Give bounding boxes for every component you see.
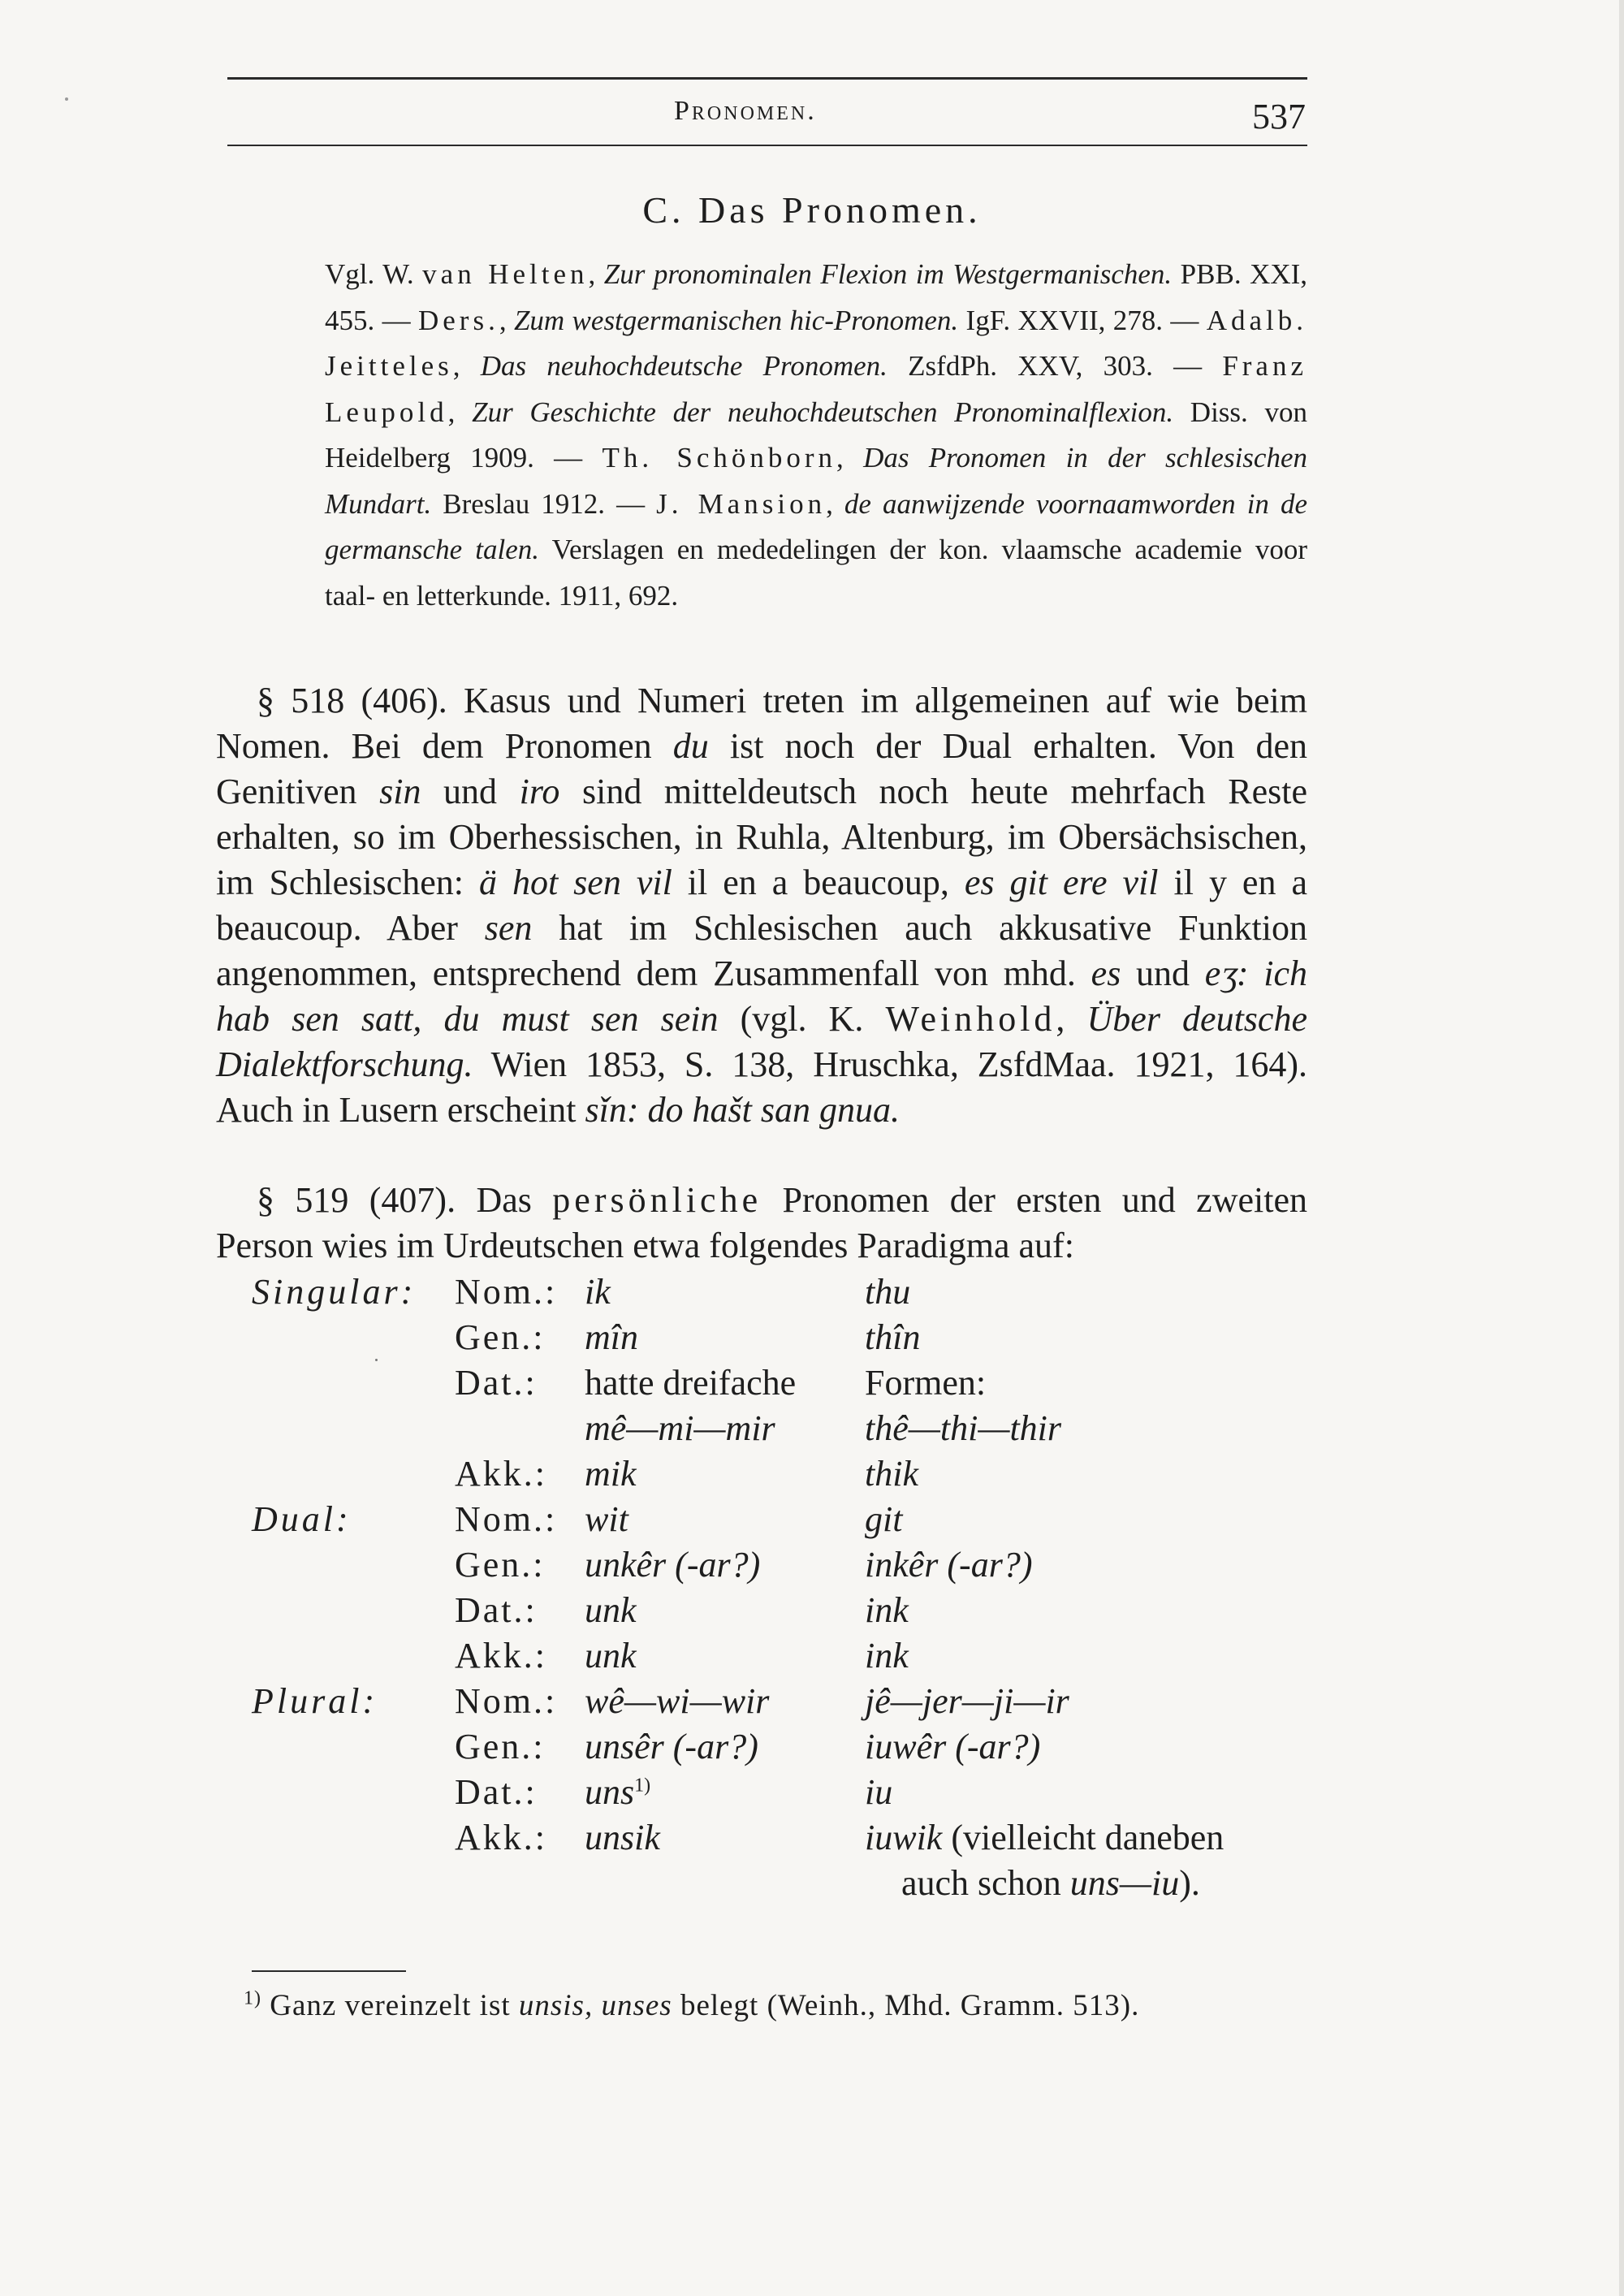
case-label: Akk.: — [455, 1817, 547, 1857]
bib-text: Vgl. W. — [325, 258, 423, 290]
bib-text: , — [826, 487, 844, 520]
para-text: § 519 (407). Das — [257, 1180, 553, 1220]
second-person-form — [865, 1632, 1224, 1678]
case-label: Nom.: — [455, 1498, 558, 1539]
second-person-form — [865, 1860, 1224, 1905]
bib-author: Ders. — [417, 304, 499, 336]
paradigm-row — [252, 1723, 1224, 1769]
para-author: Hruschka — [813, 1044, 950, 1084]
number-label — [252, 1860, 455, 1905]
form-note-end: ). — [1179, 1862, 1200, 1903]
para-italic: sen — [484, 908, 533, 948]
paradigm-row — [252, 1360, 1224, 1405]
para-text: il en a beaucoup, — [672, 863, 965, 902]
bibliography-paragraph — [325, 252, 1307, 619]
first-person-form — [585, 1632, 865, 1678]
second-form-text: inkêr (-ar?) — [865, 1544, 1033, 1585]
header-rule-bottom — [227, 145, 1307, 146]
para-spaced: persönliche — [552, 1180, 762, 1220]
bib-author: J. Mansion — [656, 487, 827, 520]
first-person-form — [585, 1314, 865, 1360]
bib-title: de aanwijzende voornaamworden in de germansche talen. — [325, 487, 1308, 565]
paradigm-table — [252, 1269, 1224, 1905]
first-form-text: wit — [585, 1498, 628, 1539]
number-label — [252, 1587, 455, 1632]
first-person-form — [585, 1269, 865, 1314]
bib-title: Zur pronominalen Flexion im Westgermanischen. — [603, 258, 1173, 290]
first-form-text: unk — [585, 1589, 637, 1630]
bib-author: Th. Schönborn — [602, 442, 837, 473]
para-text: ist noch der Dual erhalten. Von den Genitiven — [216, 726, 1308, 811]
para-text: (vgl. K. — [718, 999, 886, 1039]
bib-text: Diss. von Heidelberg 1909. — — [325, 396, 1307, 473]
second-form-text: Formen: — [865, 1362, 987, 1403]
paradigm-row — [252, 1496, 1224, 1541]
case-label: Akk.: — [455, 1453, 547, 1494]
scan-speck — [65, 97, 68, 101]
form-note-italic: uns—iu — [1069, 1862, 1180, 1903]
section-title: C. Das Pronomen. — [642, 189, 982, 231]
page-edge — [1619, 0, 1624, 2296]
bib-text: PBB. XXI, 455. — — [325, 258, 1308, 336]
paradigm-row — [252, 1814, 1224, 1860]
case-label — [455, 1860, 585, 1905]
first-person-form — [585, 1541, 865, 1587]
footnote-rule — [252, 1970, 406, 1972]
number-label: Plural: — [252, 1680, 378, 1721]
case-label: Nom.: — [455, 1271, 558, 1312]
case-label: Gen.: — [455, 1317, 546, 1357]
first-form-text: unkêr (-ar?) — [585, 1544, 761, 1585]
bib-text: IgF. XXVII, 278. — — [958, 304, 1207, 336]
para-text: , — [1056, 999, 1087, 1039]
bib-text: Breslau 1912. — — [431, 487, 657, 520]
bib-title: Zur Geschichte der neuhochdeutschen Pronominalflexion. — [472, 396, 1174, 428]
bib-text: , — [499, 304, 514, 336]
case-label: Gen.: — [455, 1544, 546, 1585]
first-person-form — [585, 1451, 865, 1496]
case-label — [455, 1405, 585, 1451]
number-label — [252, 1632, 455, 1678]
bib-author: Franz Leupold — [325, 350, 1308, 428]
case-label: Nom.: — [455, 1680, 558, 1721]
para-text: und — [421, 772, 520, 811]
paradigm-row — [252, 1541, 1224, 1587]
case-label: Dat.: — [455, 1589, 538, 1630]
paradigm-row — [252, 1769, 1224, 1814]
first-form-text: unk — [585, 1635, 637, 1676]
number-label — [252, 1405, 455, 1451]
page-number: 537 — [1252, 97, 1306, 136]
para-text: il y en a beaucoup. Aber — [216, 863, 1307, 948]
para-text: § 518 (406). Kasus und Numeri treten im allgemeinen auf wie beim Nomen. Bei dem Pronomen — [216, 681, 1307, 766]
bib-title: Das neuhochdeutsche Pronomen. — [480, 350, 888, 382]
footnote-text: belegt (Weinh., Mhd. Gramm. 513). — [672, 1989, 1140, 2022]
para-italic: sin — [379, 772, 421, 811]
bib-author: Adalb. Jeitteles — [325, 304, 1307, 382]
form-note: auch schon — [901, 1862, 1070, 1903]
second-form-text: ink — [865, 1635, 909, 1676]
first-person-form — [585, 1860, 865, 1905]
number-label — [252, 1360, 455, 1405]
second-person-form — [865, 1314, 1224, 1360]
para-text: hat im Schlesischen auch akkusative Funktion angenommen, entsprechend dem Zusammenfall von mhd. — [216, 908, 1307, 993]
second-person-form — [865, 1451, 1224, 1496]
second-person-form — [865, 1678, 1224, 1723]
para-italic: Über deutsche Dialektforschung. — [216, 999, 1307, 1084]
footnote-italic: unsis, unses — [518, 1989, 672, 2022]
paragraph-519 — [216, 1178, 1307, 1269]
para-author: Weinhold — [885, 999, 1056, 1039]
first-person-form — [585, 1496, 865, 1541]
number-label: Singular: — [252, 1271, 417, 1312]
first-person-form — [585, 1678, 865, 1723]
number-label — [252, 1814, 455, 1860]
first-form-text: unsik — [585, 1817, 660, 1857]
second-form-text: iuwik — [865, 1817, 943, 1857]
para-italic: es git ere vil — [964, 863, 1159, 902]
para-text: Wien 1853, S. 138, — [473, 1044, 814, 1084]
paradigm-row — [252, 1405, 1224, 1451]
second-person-form — [865, 1360, 1224, 1405]
number-label — [252, 1541, 455, 1587]
second-form-text: thê—thi—thir — [865, 1407, 1062, 1448]
second-person-form — [865, 1587, 1224, 1632]
bib-title: Zum westgermanischen hic-Pronomen. — [513, 304, 959, 336]
para-italic: sǐn: do hašt san gnua. — [585, 1090, 901, 1130]
number-label: Dual: — [252, 1498, 352, 1539]
para-italic: eӡ: ich hab sen satt, du must sen sein — [216, 953, 1307, 1039]
second-form-text: ink — [865, 1589, 909, 1630]
footnote-ref: 1) — [634, 1774, 651, 1796]
number-label — [252, 1723, 455, 1769]
para-italic: ä hot sen vil — [478, 863, 672, 902]
para-italic: es — [1091, 953, 1121, 993]
header-rule-top — [227, 77, 1307, 80]
bib-text: Verslagen en mededelingen der kon. vlaamsche academie voor taal- en letterkunde. 1911, 692. — [325, 534, 1308, 612]
second-person-form — [865, 1541, 1224, 1587]
second-form-text: thîn — [865, 1317, 921, 1357]
first-person-form — [585, 1360, 865, 1405]
paradigm-row — [252, 1860, 1224, 1905]
second-person-form — [865, 1269, 1224, 1314]
first-form-text: mik — [585, 1453, 637, 1494]
first-form-text: ik — [585, 1271, 611, 1312]
first-form-text: wê—wi—wir — [585, 1680, 770, 1721]
paradigm-row — [252, 1632, 1224, 1678]
second-person-form — [865, 1769, 1224, 1814]
first-form-text: mê—mi—mir — [585, 1407, 775, 1448]
first-person-form — [585, 1587, 865, 1632]
second-form-text: thik — [865, 1453, 918, 1494]
footnote-marker: 1) — [244, 1987, 261, 2009]
second-person-form — [865, 1723, 1224, 1769]
bib-text: , — [447, 396, 473, 428]
bib-title: Das Pronomen in der schlesischen Mundart. — [325, 442, 1307, 520]
paragraph-518 — [216, 678, 1307, 1133]
first-person-form — [585, 1814, 865, 1860]
case-label: Dat.: — [455, 1362, 538, 1403]
first-person-form — [585, 1723, 865, 1769]
second-person-form — [865, 1405, 1224, 1451]
second-form-text: git — [865, 1498, 903, 1539]
case-label: Gen.: — [455, 1726, 546, 1766]
paradigm-row — [252, 1587, 1224, 1632]
footnote-text: Ganz vereinzelt ist — [270, 1989, 519, 2022]
first-person-form — [585, 1769, 865, 1814]
paradigm-row — [252, 1314, 1224, 1360]
para-text: , ZsfdMaa. 1921, 164). Auch in Lusern erscheint — [216, 1044, 1307, 1130]
bib-text: ZsfdPh. XXV, 303. — — [887, 350, 1223, 382]
first-form-text: mîn — [585, 1317, 638, 1357]
para-text: und — [1121, 953, 1205, 993]
first-form-text: uns — [585, 1771, 635, 1812]
first-person-form — [585, 1405, 865, 1451]
second-person-form — [865, 1814, 1224, 1860]
bib-text: , — [836, 442, 864, 473]
case-label: Dat.: — [455, 1771, 538, 1812]
number-label — [252, 1451, 455, 1496]
second-form-text: iu — [865, 1771, 893, 1812]
bib-text: , — [452, 350, 481, 382]
para-text: Pronomen der ersten und zweiten Person wies im Urdeutschen etwa folgendes Paradigma auf: — [216, 1180, 1307, 1265]
paradigm-row — [252, 1678, 1224, 1723]
case-label: Akk.: — [455, 1635, 547, 1676]
second-form-text: iuwêr (-ar?) — [865, 1726, 1041, 1766]
footnote — [244, 1988, 1139, 2023]
number-label — [252, 1314, 455, 1360]
bib-author: van Helten — [422, 258, 589, 290]
para-italic: du — [672, 726, 709, 766]
number-label — [252, 1769, 455, 1814]
form-note: (vielleicht daneben — [942, 1817, 1224, 1857]
second-form-text: thu — [865, 1271, 911, 1312]
second-form-text: jê—jer—ji—ir — [865, 1680, 1069, 1721]
running-head: Pronomen. — [674, 96, 817, 126]
para-italic: iro — [519, 772, 560, 811]
paradigm-row — [252, 1269, 1224, 1314]
second-person-form — [865, 1496, 1224, 1541]
para-text: sind mitteldeutsch noch heute mehrfach Reste erhalten, so im Oberhessischen, in Ruhla, Altenburg, im Obersächsischen, im Schlesischen: — [216, 772, 1308, 902]
paradigm-row — [252, 1451, 1224, 1496]
first-form-text: hatte dreifache — [585, 1362, 797, 1403]
bib-text: , — [588, 258, 604, 290]
first-form-text: unsêr (-ar?) — [585, 1726, 758, 1766]
